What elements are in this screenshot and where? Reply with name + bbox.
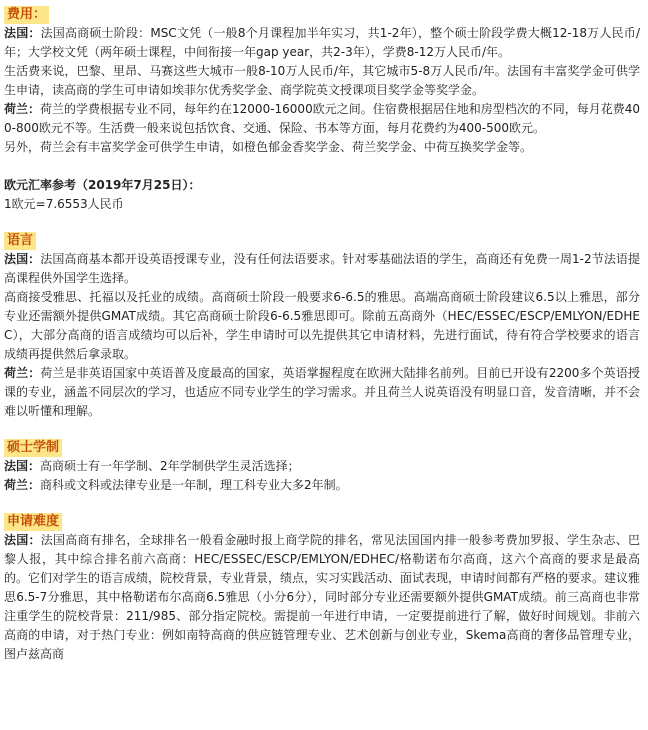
duration-france-paragraph	[4, 457, 640, 476]
fees-france-paragraph	[4, 24, 640, 62]
france-label: 法国：	[4, 26, 41, 40]
duration-netherlands-text: 商科或文科或法律专业是一年制，理工科专业大多2年制。	[40, 478, 348, 492]
difficulty-section	[4, 513, 640, 664]
difficulty-france-text: 法国高商有排名，全球排名一般看金融时报上商学院的排名，常见法国国内排一般参考费加罗报、学生杂志、巴黎人报，其中综合排名前六高商：HEC/ESSEC/ESCP/EMLYON/EDHEC/格勒诺布尔高商，这六个高商的要求是最高的。它们对学生的语言成绩，院校背景，专业背景，绩点，实习实践活动、面试表现，申请时间都有严格的要求。建议雅思6.5-7分雅思，其中格勒诺布尔高商6.5雅思（小分6分），同时部分专业还需要额外提供GMAT成绩。前三高商也非常注重学生的院校背景：211/985、部分指定院校。需提前一年进行申请，一定要提前进行了解，做好时间规划。非前六高商的申请，对于热门专业：例如南特高商的供应链管理专业、艺术创新与创业专业，Skema高商的奢侈品管理专业，图卢兹高商	[4, 533, 641, 661]
netherlands-label: 荷兰：	[4, 102, 41, 116]
language-netherlands-text: 荷兰是非英语国家中英语普及度最高的国家，英语掌握程度在欧洲大陆排名前列。目前已开设有2200多个英语授课的专业，涵盖不同层次的学习，也适应不同专业学生的学习需求。并且荷兰人说英语没有明显口音，发音清晰，并不会难以听懂和理解。	[4, 366, 641, 418]
france-label: 法国：	[4, 533, 41, 547]
language-heading: 语言	[4, 232, 36, 250]
language-france-text: 法国高商基本都开设英语授课专业，没有任何法语要求。针对零基础法语的学生，高商还有免费一周1-2节法语提高课程供外国学生选择。	[4, 252, 640, 285]
netherlands-label: 荷兰：	[4, 478, 41, 492]
france-label: 法国：	[4, 459, 41, 473]
difficulty-heading: 申请难度	[4, 513, 62, 531]
duration-france-text: 高商硕士有一年学制、2年学制供学生灵活选择；	[40, 459, 300, 473]
spacer	[4, 157, 640, 176]
language-france-paragraph	[4, 250, 640, 288]
fees-netherlands-text: 荷兰的学费根据专业不同，每年约在12000-16000欧元之间。住宿费根据居住地和房型档次的不同，每月花费400-800欧元不等。生活费一般来说包括饮食、交通、保险、书本等方面，每月花费约为400-500欧元。	[4, 102, 640, 135]
duration-heading: 硕士学制	[4, 439, 62, 457]
fees-france-living-paragraph: 生活费来说，巴黎、里昂、马赛这些大城市一般8-10万人民币/年，其它城市5-8万人民币/年。法国有丰富奖学金可供学生申请，读高商的学生可申请如埃菲尔优秀奖学金、商学院英文授课项目奖学金等奖学金。	[4, 64, 640, 97]
exchange-rate-value: 1欧元=7.6553人民币	[4, 197, 124, 211]
fees-heading: 费用：	[4, 6, 49, 24]
language-netherlands-paragraph	[4, 364, 640, 421]
spacer	[4, 214, 640, 232]
duration-netherlands-paragraph	[4, 476, 640, 495]
language-section	[4, 232, 640, 421]
france-label: 法国：	[4, 252, 41, 266]
fees-netherlands-paragraph	[4, 100, 640, 138]
fees-france-text: 法国高商硕士阶段：MSC文凭（一般8个月课程加半年实习，共1-2年），整个硕士阶段学费大概12-18万人民币/年；大学校文凭（两年硕士课程，中间衔接一年gap year，共2-3年），学费8-12万人民币/年。	[4, 26, 640, 59]
spacer	[4, 421, 640, 439]
language-france-requirements-paragraph: 高商接受雅思、托福以及托业的成绩。高商硕士阶段一般要求6-6.5的雅思。高端高商硕士阶段建议6.5以上雅思，部分专业还需额外提供GMAT成绩。其它高商硕士阶段6-6.5雅思即可。除前五高商外（HEC/ESSEC/ESCP/EMLYON/EDHEC），大部分高商的语言成绩均可以后补，学生申请时可以先提供其它申请材料，先进行面试，待有符合学校要求的语言成绩再提供然后拿录取。	[4, 290, 640, 361]
netherlands-label: 荷兰：	[4, 366, 41, 380]
exchange-rate-section	[4, 176, 640, 214]
duration-section	[4, 439, 640, 495]
fees-section	[4, 6, 640, 157]
fees-netherlands-scholarship-paragraph: 另外，荷兰会有丰富奖学金可供学生申请，如橙色郁金香奖学金、荷兰奖学金、中荷互换奖学金等。	[4, 140, 533, 154]
difficulty-france-paragraph	[4, 531, 640, 664]
exchange-rate-title: 欧元汇率参考（2019年7月25日）：	[4, 178, 201, 192]
spacer	[4, 495, 640, 513]
